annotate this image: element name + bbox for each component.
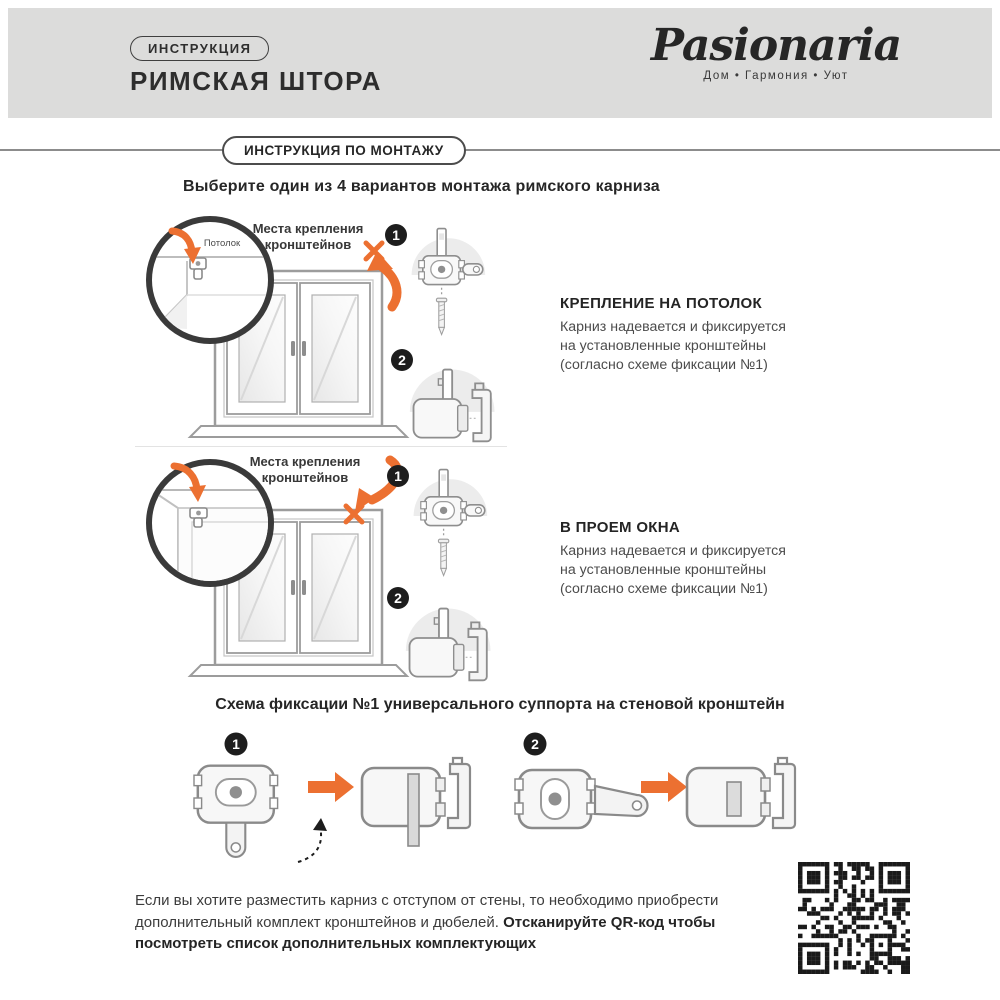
assembled-support-icon — [362, 758, 470, 846]
variant-title: КРЕПЛЕНИЕ НА ПОТОЛОК — [560, 295, 762, 312]
section-rule — [0, 149, 1000, 151]
scheme-step-2-diagram — [495, 726, 835, 876]
variant-title: В ПРОЕМ ОКНА — [560, 519, 681, 536]
brand-name: Pasionaria — [650, 20, 902, 71]
rotate-dashed-arrow-icon — [298, 826, 321, 862]
mount-points-label: Места крепления — [252, 221, 364, 236]
scheme-step-2-badge — [524, 733, 547, 756]
svg-text:кронштейнов: кронштейнов — [261, 470, 349, 485]
instruction-badge: ИНСТРУКЦИЯ — [130, 36, 269, 61]
product-title: РИМСКАЯ ШТОРА — [130, 66, 382, 96]
assembled-support-icon — [687, 758, 795, 828]
support-front-icon — [194, 766, 278, 857]
svg-text:1: 1 — [392, 227, 400, 243]
magnifier-circle-icon — [148, 219, 272, 341]
section-pill: ИНСТРУКЦИЯ ПО МОНТАЖУ — [222, 136, 466, 165]
brand-logo — [626, 18, 926, 82]
diagram-ceiling-mount — [130, 205, 515, 450]
svg-text:1: 1 — [394, 468, 402, 484]
svg-text:кронштейнов: кронштейнов — [264, 237, 352, 252]
step-1-badge — [387, 465, 409, 487]
right-arrow-icon — [308, 772, 354, 802]
variant-opening-text: В ПРОЕМ ОКНА Карниз надевается и фиксируется на установленные кронштейны (согласно схеме фиксации №1) — [560, 519, 820, 599]
footer-note-bold: Отсканируйте QR-код чтобы посмотреть список дополнительных комплектующих — [135, 913, 716, 952]
mount-points-label: Места крепления — [249, 454, 361, 469]
svg-text:1: 1 — [232, 736, 240, 752]
support-on-rail-icon — [406, 609, 491, 681]
diagram-opening-mount — [130, 446, 515, 691]
support-on-rail-icon — [410, 370, 495, 442]
curved-arrow-icon — [382, 267, 397, 307]
ceiling-label: Потолок — [203, 238, 241, 249]
ceiling-bracket-icon — [412, 229, 486, 335]
scheme-step-1-diagram — [180, 726, 520, 876]
qr-code — [798, 862, 910, 974]
right-arrow-icon — [641, 772, 687, 802]
support-front-icon — [515, 770, 648, 828]
footer-note — [135, 890, 783, 955]
step-1-badge — [385, 224, 407, 246]
brand-tagline: Дом • Гармония • Уют — [703, 70, 849, 82]
svg-text:2: 2 — [394, 590, 402, 606]
svg-text:2: 2 — [531, 736, 539, 752]
scheme-heading: Схема фиксации №1 универсального суппорта на стеновой кронштейн — [215, 696, 785, 713]
variant-ceiling-text: КРЕПЛЕНИЕ НА ПОТОЛОК Карниз надевается и фиксируется на установленные кронштейны (согласно схеме фиксации №1) — [560, 295, 820, 375]
header-band — [8, 8, 992, 118]
scheme-step-1-badge — [225, 733, 248, 756]
step-2-badge — [387, 587, 409, 609]
svg-text:2: 2 — [398, 352, 406, 368]
ceiling-bracket-icon — [414, 470, 488, 576]
intro-heading: Выберите один из 4 вариантов монтажа римского карниза — [183, 178, 660, 195]
footer-note-regular: Если вы хотите разместить карниз с отступом от стены, то необходимо приобрести дополнительный комплект кронштейнов и дюбелей. — [135, 892, 719, 931]
step-2-badge — [391, 349, 413, 371]
